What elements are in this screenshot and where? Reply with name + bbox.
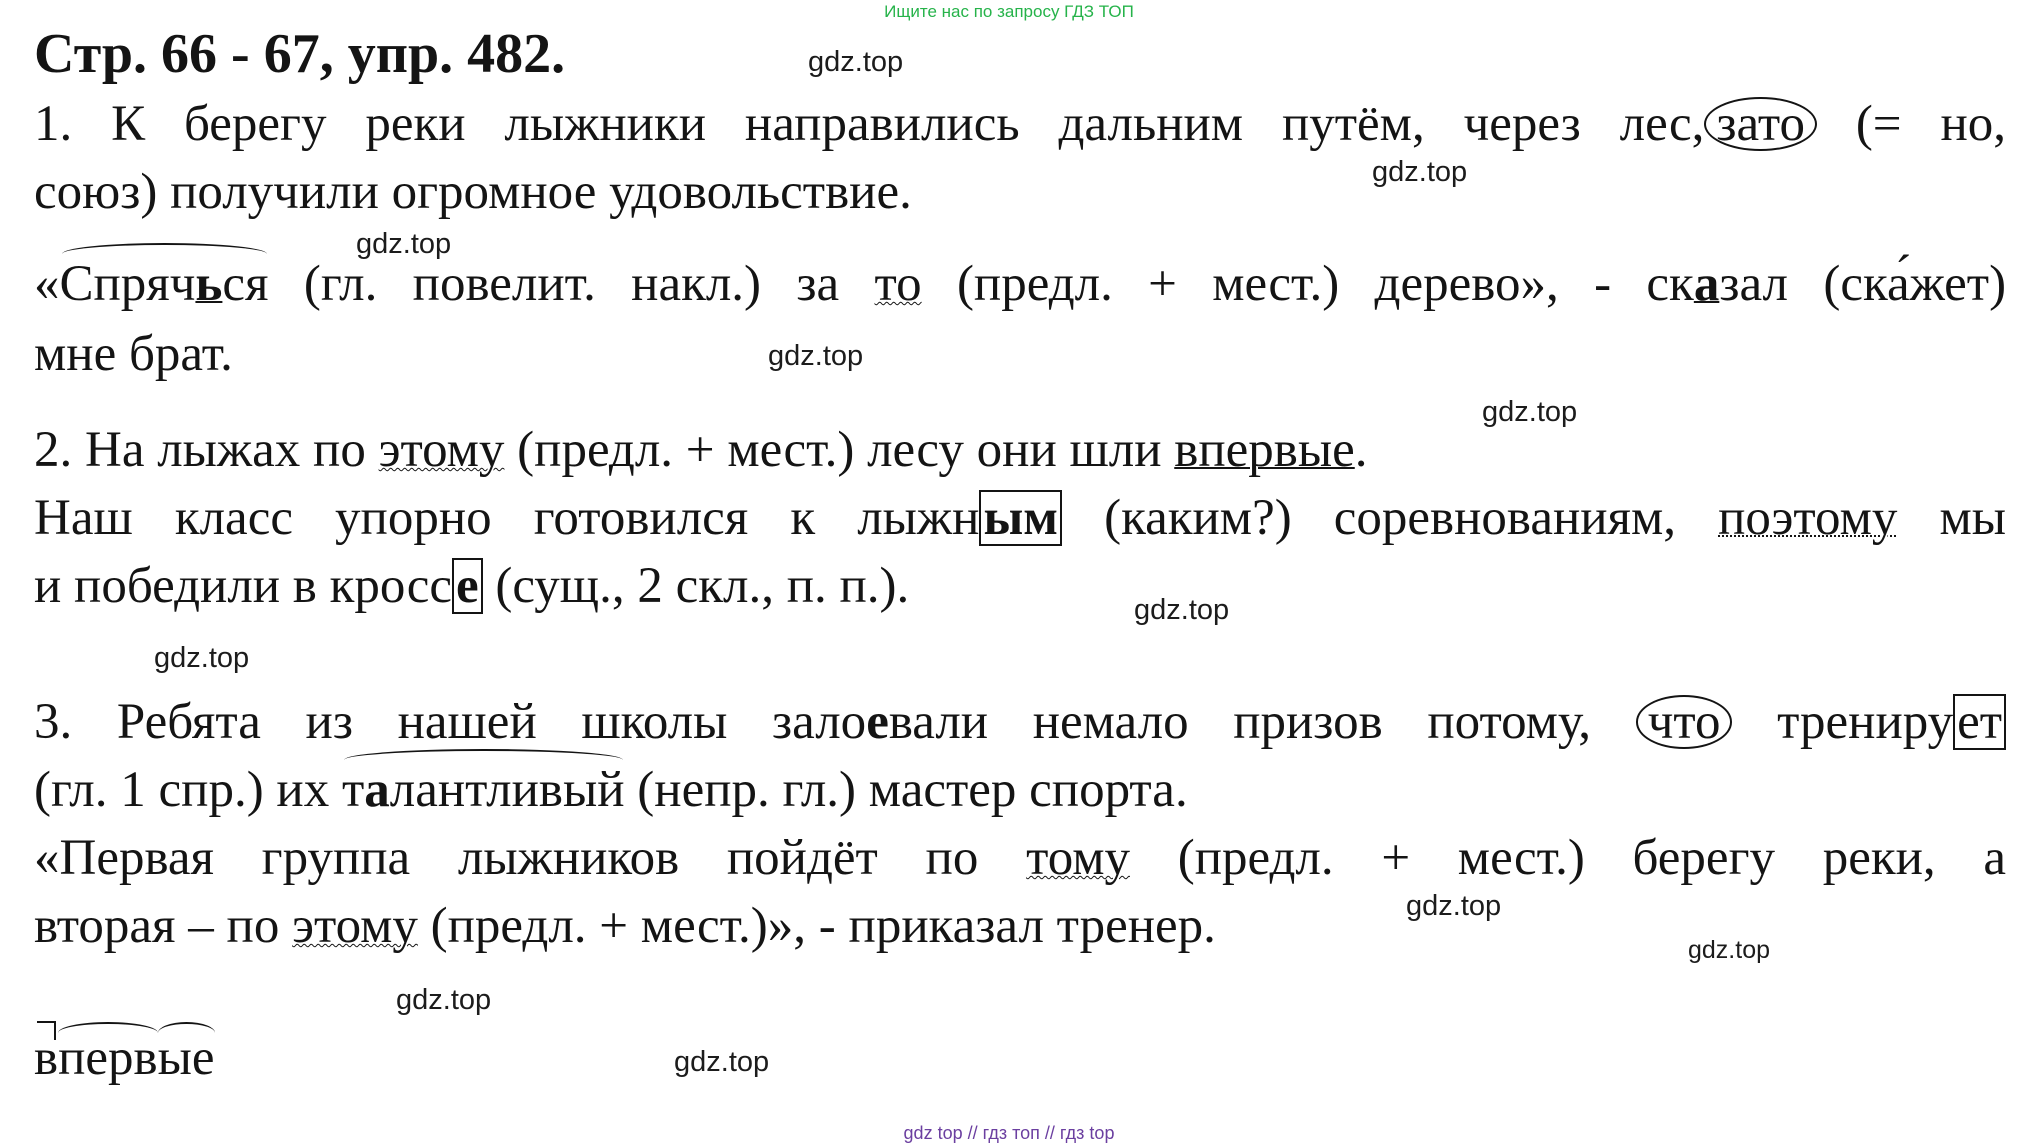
s3-line4: вторая – по этому (предл. + мест.)», - приказал тренер.: [34, 898, 1216, 954]
boxed-ending: е: [452, 558, 483, 614]
watermark: gdz.top: [1134, 594, 1230, 626]
word-vpervye: впервые: [1174, 422, 1355, 478]
word-skazal: сказал: [1646, 256, 1789, 312]
s1-line4: мне брат.: [34, 326, 233, 382]
s2-line3: и победили в кроссе (сущ., 2 скл., п. п.).: [34, 558, 910, 614]
root-mark: перв: [58, 1024, 158, 1092]
root-vowel: а: [364, 762, 390, 818]
boxed-ending: ет: [1953, 694, 2006, 750]
s3-line2: (гл. 1 спр.) их талантливый (непр. гл.) мастер спорта.: [34, 756, 1188, 824]
suffix-mark: ые: [158, 1024, 215, 1092]
watermark: gdz.top: [356, 228, 452, 260]
s3-line1: 3. Ребята из нашей школы залоевали немало призов потому, что тренирует: [34, 688, 2006, 756]
quote-open: «: [34, 256, 60, 312]
word-tomu: тому: [1026, 830, 1130, 886]
grammar-note: (предл. + мест.) дерево», -: [956, 256, 1612, 312]
morpheme-word: [34, 1030, 215, 1086]
s3-line3: «Первая группа лыжников пойдёт по тому (предл. + мест.) берегу реки, а: [34, 830, 2007, 886]
s1-line1-text: 1. К берегу реки лыжники направились дальним путём, через лес,: [34, 96, 1705, 152]
s1-line1: [34, 90, 2006, 158]
watermark: gdz.top: [674, 1046, 770, 1078]
watermark: gdz.top: [1406, 890, 1502, 922]
check-word: (ска́жет): [1823, 256, 2007, 312]
circled-conjunction-zato: зато: [1704, 97, 1817, 151]
watermark: gdz.top: [808, 46, 904, 78]
word-talantlivyy: талантливый: [342, 756, 625, 824]
s1-line2: союз) получили огромное удовольствие.: [34, 164, 912, 220]
watermark: gdz.top: [396, 984, 492, 1016]
prefix-mark: в: [34, 1024, 58, 1092]
morpheme-parse-vpervye: [34, 1024, 215, 1092]
word-spryachsya: Спрячься: [60, 250, 269, 318]
s2-line2: Наш класс упорно готовился к лыжным (каким?) соревнованиям, поэтому мы: [34, 490, 2006, 546]
grammar-note: (гл. повелит. накл.): [303, 256, 762, 312]
watermark: gdz.top: [1688, 936, 1771, 964]
word-poetomu: поэтому: [1718, 490, 1898, 546]
circled-conjunction-chto: что: [1636, 695, 1733, 749]
page-title: Стр. 66 - 67, упр. 482.: [34, 23, 566, 85]
footer-links: gdz top // гдз топ // гдз top: [903, 1123, 1115, 1143]
word-etomu: этому: [292, 898, 418, 954]
boxed-ending: ым: [979, 490, 1062, 546]
stressed-vowel: а: [1693, 256, 1720, 312]
word-etomu: этому: [378, 422, 505, 478]
watermark: gdz.top: [154, 642, 250, 674]
search-hint: Ищите нас по запросу ГДЗ ТОП: [884, 2, 1134, 21]
s2-line1: 2. На лыжах по этому (предл. + мест.) лесу они шли впервые.: [34, 422, 1368, 478]
soft-sign-highlight: ь: [195, 256, 223, 312]
s1-line3: «Спрячься (гл. повелит. накл.) за то (предл. + мест.) дерево», - сказал (ска́жет): [34, 250, 2006, 318]
watermark: gdz.top: [1482, 396, 1578, 428]
word-to: то: [874, 256, 922, 312]
watermark: gdz.top: [768, 340, 864, 372]
highlighted-vowel: е: [866, 694, 889, 750]
watermark: gdz.top: [1372, 156, 1468, 188]
s1-line1-note: (= но,: [1855, 96, 2006, 152]
prefix-icon: [36, 1020, 58, 1042]
